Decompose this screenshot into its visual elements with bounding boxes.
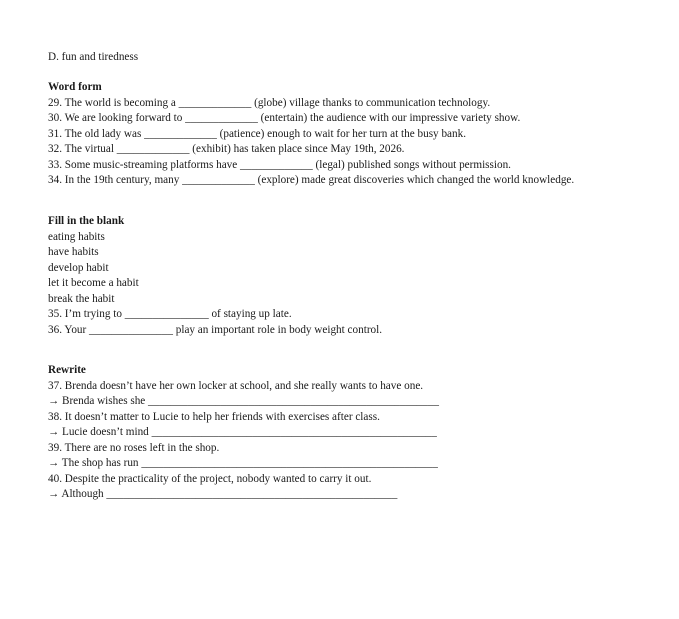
- fill-blank-option: break the habit: [48, 293, 115, 305]
- rewrite-line: → Although ____________________________________________________: [48, 488, 398, 500]
- rewrite-line: 40. Despite the practicality of the project, nobody wanted to carry it out.: [48, 473, 372, 485]
- rewrite-line: → The shop has run _____________________________________________________: [48, 457, 438, 469]
- word-form-item: 31. The old lady was _____________ (patience) enough to wait for her turn at the busy bank.: [48, 128, 466, 140]
- fill-blank-option: eating habits: [48, 231, 105, 243]
- lead-option: D. fun and tiredness: [48, 51, 139, 63]
- fill-blank-heading: Fill in the blank: [48, 215, 125, 227]
- fill-blank-option: develop habit: [48, 262, 109, 274]
- rewrite-line: 38. It doesn’t matter to Lucie to help her friends with exercises after class.: [48, 411, 380, 423]
- rewrite-line: → Lucie doesn’t mind ___________________________________________________: [48, 426, 437, 438]
- word-form-item: 33. Some music-streaming platforms have _____________ (legal) published songs without permission.: [48, 159, 511, 171]
- fill-blank-option: have habits: [48, 246, 99, 258]
- word-form-item: 34. In the 19th century, many _____________ (explore) made great discoveries which changed the world knowledge.: [48, 174, 575, 186]
- word-form-item: 29. The world is becoming a _____________ (globe) village thanks to communication technology.: [48, 97, 491, 109]
- rewrite-line: → Brenda wishes she ____________________________________________________: [48, 395, 439, 407]
- fill-blank-item: 35. I’m trying to _______________ of staying up late.: [48, 308, 292, 320]
- fill-blank-item: 36. Your _______________ play an important role in body weight control.: [48, 324, 383, 336]
- fill-blank-option: let it become a habit: [48, 277, 139, 289]
- rewrite-line: 37. Brenda doesn’t have her own locker at school, and she really wants to have one.: [48, 380, 424, 392]
- word-form-item: 32. The virtual _____________ (exhibit) has taken place since May 19th, 2026.: [48, 143, 405, 155]
- word-form-heading: Word form: [48, 81, 102, 93]
- rewrite-line: 39. There are no roses left in the shop.: [48, 442, 220, 454]
- rewrite-heading: Rewrite: [48, 364, 86, 376]
- word-form-item: 30. We are looking forward to _____________ (entertain) the audience with our impressive variety show.: [48, 112, 521, 124]
